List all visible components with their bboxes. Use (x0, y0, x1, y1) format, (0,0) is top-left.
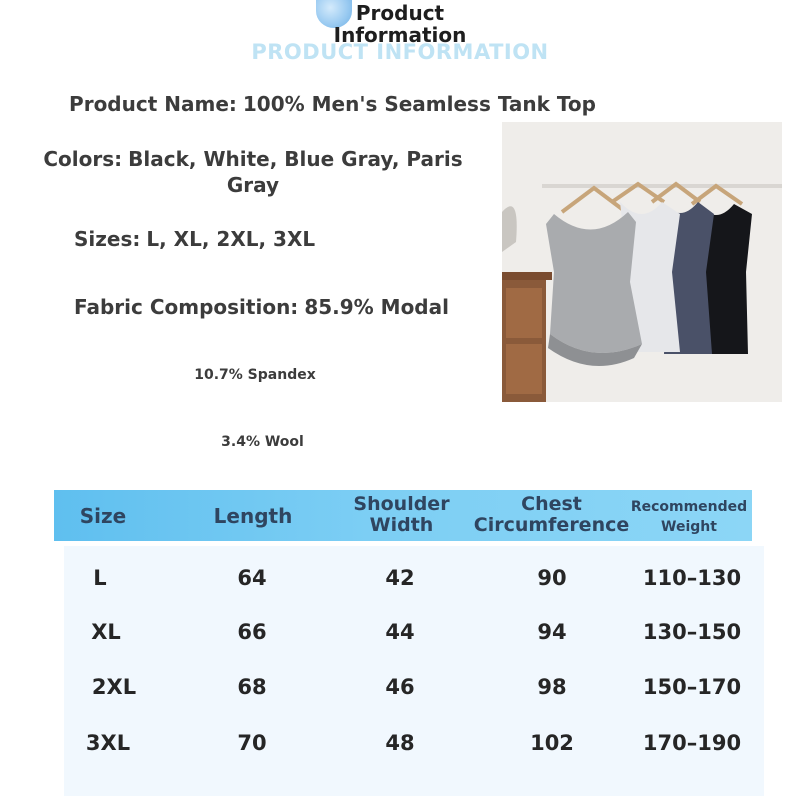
product-photo (502, 122, 782, 402)
cell-chest: 98 (537, 675, 567, 699)
cell-size: L (93, 566, 107, 590)
cell-shoulder: 42 (385, 566, 415, 590)
cell-weight: 170–190 (642, 731, 742, 755)
fabric-composition (74, 294, 494, 320)
title-line-2: Information (333, 23, 467, 47)
product-name-value: 100% Men's Seamless Tank Top (242, 92, 596, 116)
header-recommended-weight (626, 497, 752, 537)
size-table-header (54, 490, 752, 541)
header-shoulder-line-2: Width (369, 514, 434, 536)
fabric-value: 85.9% Modal (304, 295, 449, 319)
product-sizes (74, 226, 394, 252)
sizes-value: L, XL, 2XL, 3XL (146, 227, 316, 251)
cell-length: 68 (237, 675, 267, 699)
cell-size: 3XL (85, 731, 131, 755)
cell-chest: 94 (537, 620, 567, 644)
cell-chest: 102 (530, 731, 574, 755)
cell-length: 64 (237, 566, 267, 590)
header-shoulder-width (344, 494, 459, 536)
table-row (64, 675, 764, 705)
header-size: Size (79, 504, 127, 528)
fabric-label: Fabric Composition: (74, 295, 299, 319)
cell-shoulder: 44 (385, 620, 415, 644)
product-colors (28, 146, 478, 198)
page-subtitle: PRODUCT INFORMATION (251, 40, 549, 64)
size-table-body (64, 546, 764, 796)
colors-value: Black, White, Blue Gray, Paris Gray (128, 147, 463, 197)
product-name-label: Product Name: (69, 92, 237, 116)
header-chest-line-2: Circumference (473, 514, 630, 536)
cell-length: 66 (237, 620, 267, 644)
colors-label: Colors: (43, 147, 123, 171)
table-row (64, 566, 764, 596)
table-row (64, 731, 764, 761)
header-shoulder-line-1: Shoulder (353, 493, 450, 515)
cell-weight: 130–150 (642, 620, 742, 644)
cell-shoulder: 48 (385, 731, 415, 755)
header-chest-line-1: Chest (521, 493, 582, 515)
fabric-wool: 3.4% Wool (221, 434, 304, 450)
product-name (0, 91, 665, 117)
table-row (64, 620, 764, 650)
cell-shoulder: 46 (385, 675, 415, 699)
header-weight-line-1: Recommended (630, 499, 748, 515)
cell-length: 70 (237, 731, 267, 755)
cell-size: 2XL (91, 675, 137, 699)
header-weight-line-2: Weight (661, 519, 717, 535)
cell-size: XL (91, 620, 121, 644)
cell-chest: 90 (537, 566, 567, 590)
title-line-1: Product (355, 1, 445, 25)
header-chest-circumference (469, 494, 634, 536)
header-length: Length (213, 504, 293, 528)
sizes-label: Sizes: (74, 227, 141, 251)
gray-tank (546, 212, 642, 353)
cell-weight: 110–130 (642, 566, 742, 590)
tank-tops-illustration (502, 122, 782, 402)
fabric-spandex: 10.7% Spandex (194, 367, 316, 383)
cell-weight: 150–170 (642, 675, 742, 699)
